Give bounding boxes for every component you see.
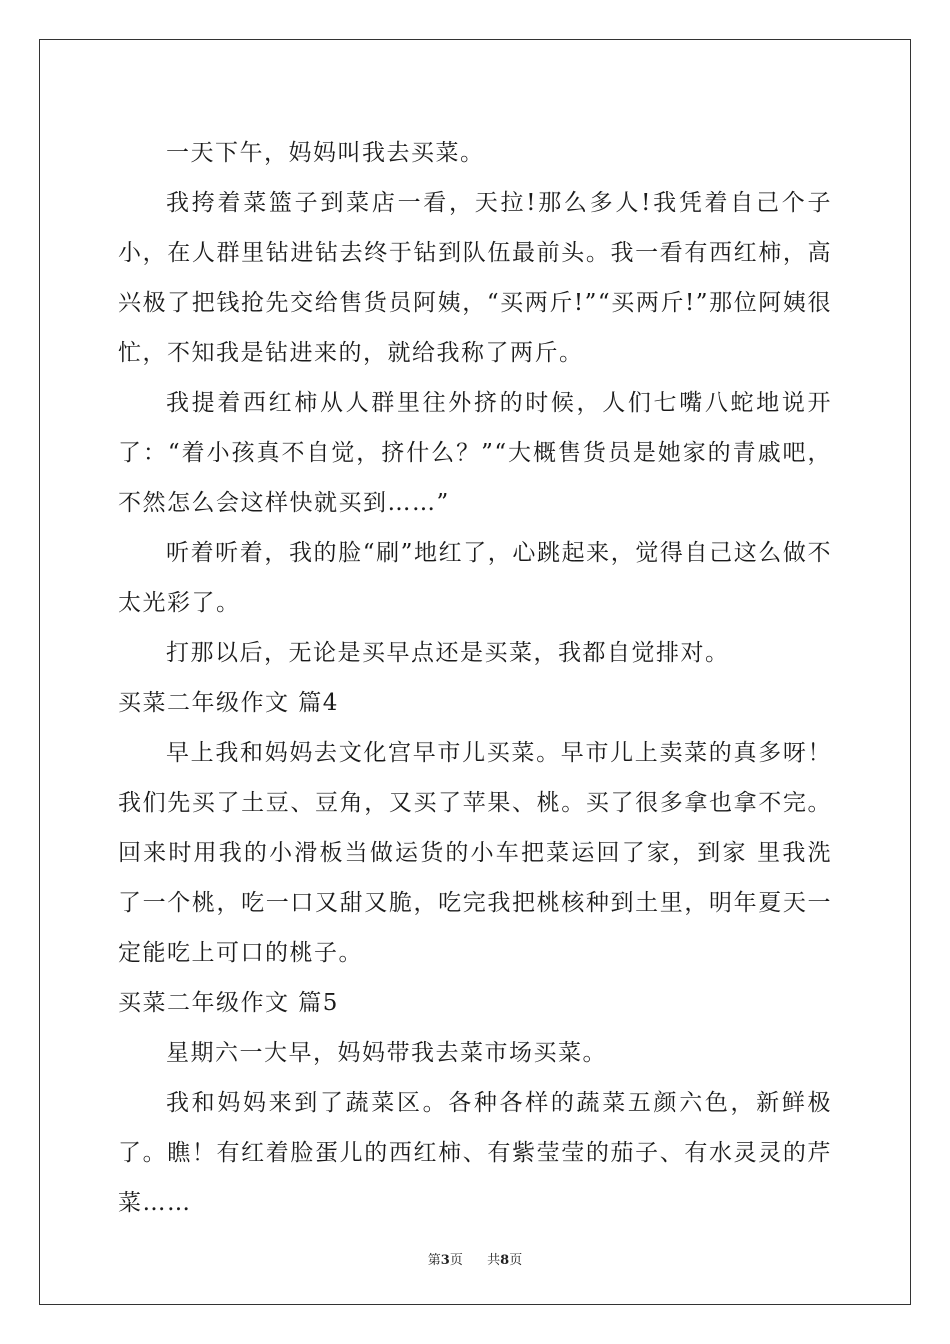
page-number: 第3页 xyxy=(427,1253,463,1268)
document-body xyxy=(118,128,832,1228)
paragraph-8: 我和妈妈来到了蔬菜区。各种各样的蔬菜五颜六色，新鲜极了。瞧！有红着脸蛋儿的西红柿、有紫莹莹的茄子、有水灵灵的芹菜…… xyxy=(118,1090,832,1216)
paragraph-7: 星期六一大早，妈妈带我去菜市场买菜。 xyxy=(166,1040,607,1066)
paragraph-2: 我挎着菜篮子到菜店一看，天拉!那么多人!我凭着自己个子小，在人群里钻进钻去终于钻到队伍最前头。我一看有西红柿，高兴极了把钱抢先交给售货员阿姨，“买两斤!”“买两斤!”那位阿姨很忙，不知我是钻进来的，就给我称了两斤。 xyxy=(118,190,832,366)
paragraph-1: 一天下午，妈妈叫我去买菜。 xyxy=(166,140,485,166)
page-total: 共8页 xyxy=(487,1253,523,1268)
paragraph-4: 听着听着，我的脸“刷”地红了，心跳起来，觉得自己这么做不太光彩了。 xyxy=(118,540,832,616)
paragraph-3: 我提着西红柿从人群里往外挤的时候，人们七嘴八蛇地说开了：“着小孩真不自觉，挤什么？”“大概售货员是她家的青戚吧，不然怎么会这样快就买到……” xyxy=(118,390,832,516)
paragraph-5: 打那以后，无论是买早点还是买菜，我都自觉排对。 xyxy=(166,640,730,666)
paragraph-6: 早上我和妈妈去文化宫早市儿买菜。早市儿上卖菜的真多呀！我们先买了土豆、豆角，又买了苹果、桃。买了很多拿也拿不完。回来时用我的小滑板当做运货的小车把菜运回了家，到家 里我洗了一个桃，吃一口又甜又脆，吃完我把桃核种到土里，明年夏天一定能吃上可口的桃子。 xyxy=(118,740,832,966)
section-heading-5: 买菜二年级作文 篇5 xyxy=(118,990,339,1016)
page-footer xyxy=(0,1249,950,1268)
section-heading-4: 买菜二年级作文 篇4 xyxy=(118,690,339,716)
